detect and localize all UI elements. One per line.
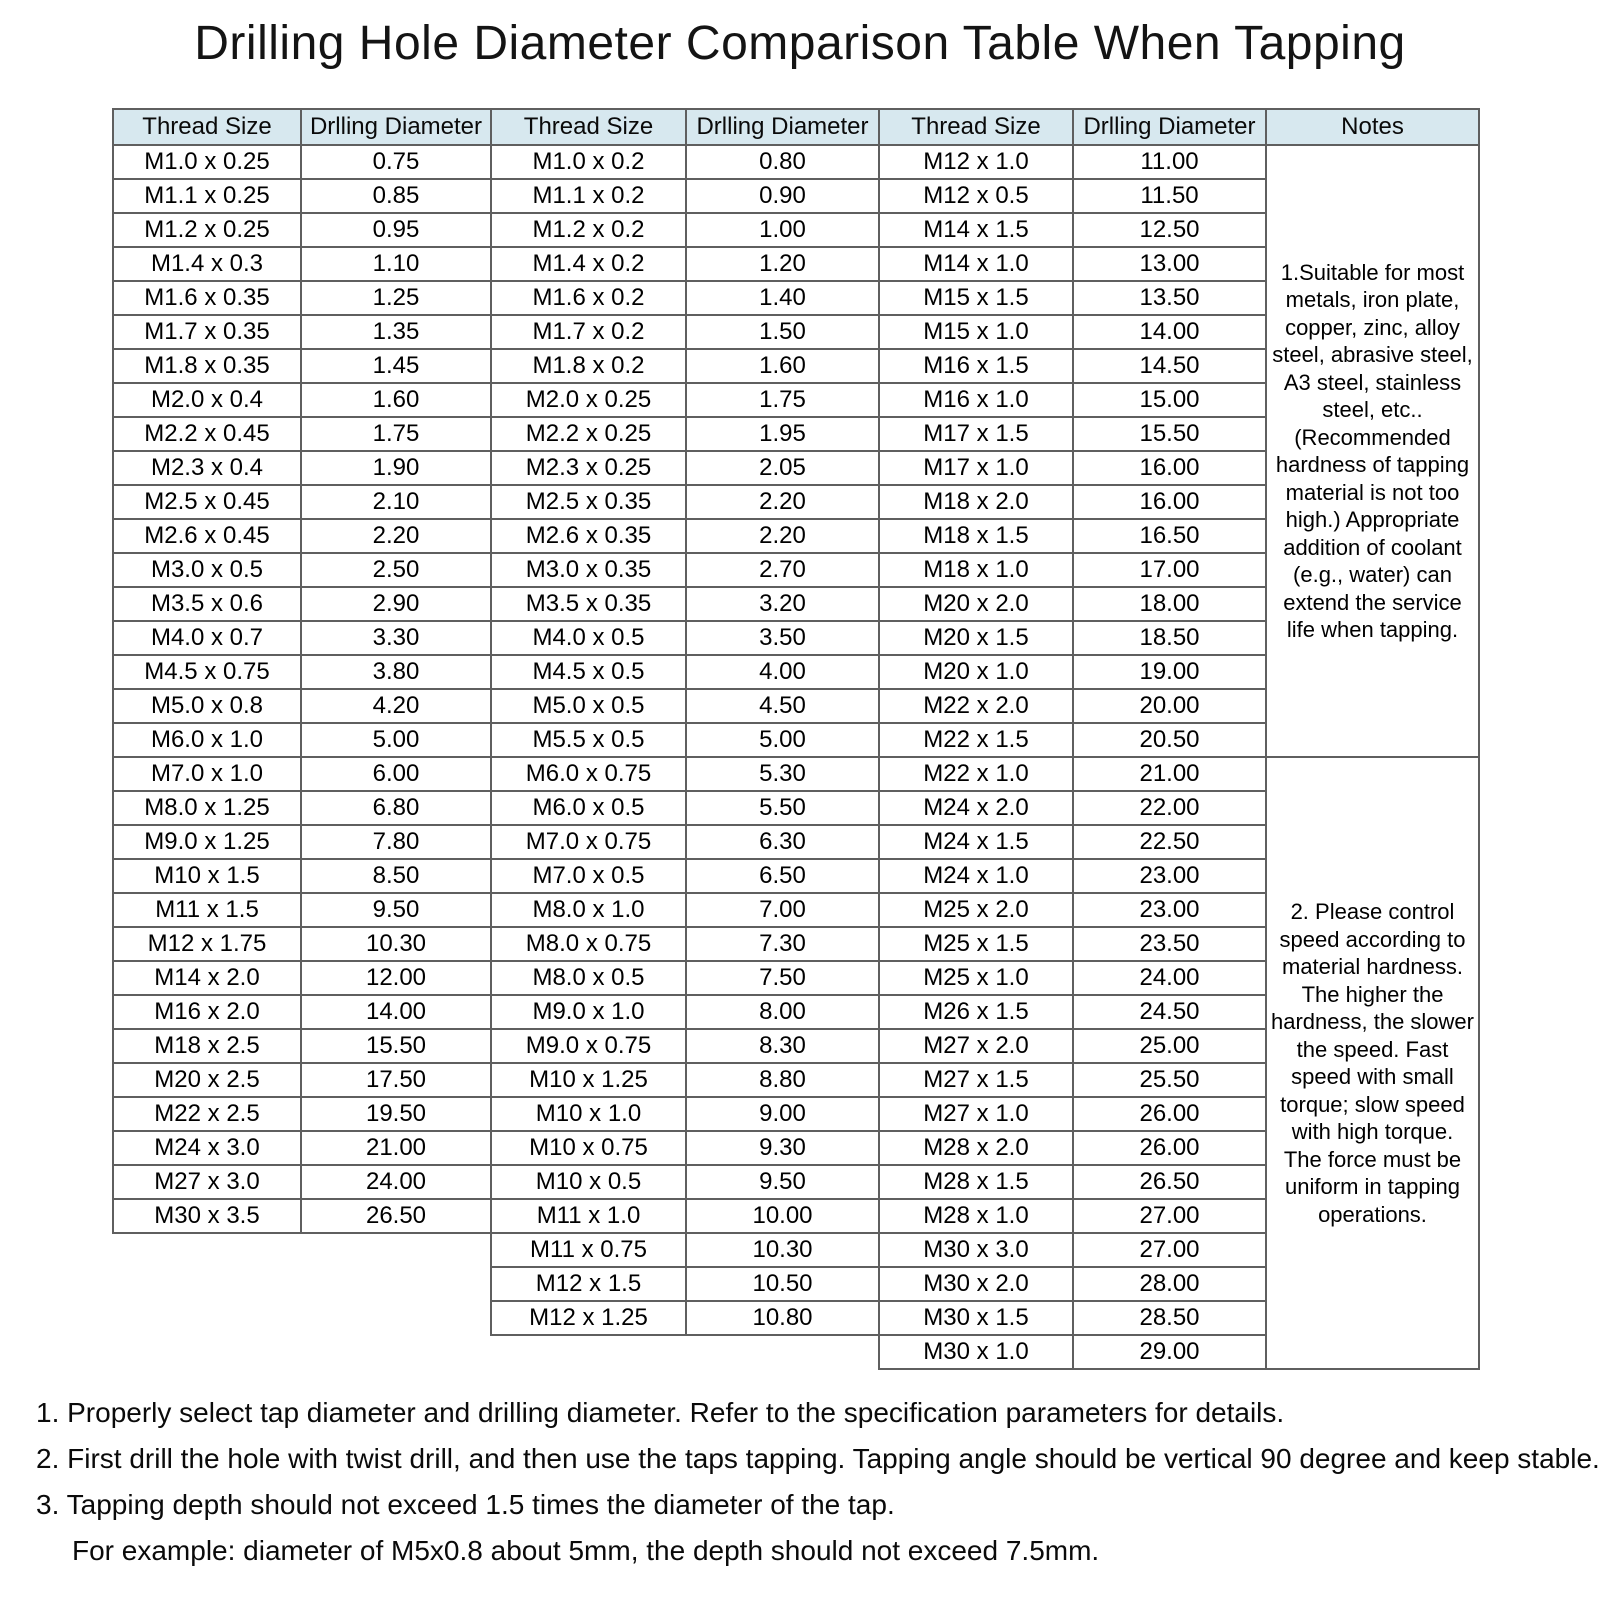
empty-cell (301, 1233, 491, 1267)
empty-cell (113, 1267, 301, 1301)
drill-diameter-cell: 0.90 (686, 179, 879, 213)
thread-size-cell: M9.0 x 1.25 (113, 825, 301, 859)
thread-size-cell: M6.0 x 0.75 (491, 757, 686, 791)
thread-size-cell: M18 x 1.0 (879, 553, 1073, 587)
thread-size-cell: M2.5 x 0.45 (113, 485, 301, 519)
thread-size-cell: M9.0 x 0.75 (491, 1029, 686, 1063)
thread-size-cell: M11 x 1.0 (491, 1199, 686, 1233)
thread-size-cell: M11 x 1.5 (113, 893, 301, 927)
thread-size-cell: M25 x 1.0 (879, 961, 1073, 995)
drill-diameter-cell: 18.00 (1073, 587, 1266, 621)
thread-size-cell: M1.7 x 0.2 (491, 315, 686, 349)
drill-diameter-cell: 2.05 (686, 451, 879, 485)
table-row (113, 757, 1479, 791)
drill-diameter-cell: 20.50 (1073, 723, 1266, 757)
thread-size-cell: M2.2 x 0.25 (491, 417, 686, 451)
thread-size-cell: M20 x 1.0 (879, 655, 1073, 689)
drill-diameter-cell: 15.50 (301, 1029, 491, 1063)
drill-diameter-cell: 26.00 (1073, 1131, 1266, 1165)
empty-cell (113, 1301, 301, 1335)
thread-size-cell: M22 x 1.5 (879, 723, 1073, 757)
drill-diameter-cell: 10.80 (686, 1301, 879, 1335)
drill-diameter-cell: 13.50 (1073, 281, 1266, 315)
drill-diameter-cell: 27.00 (1073, 1199, 1266, 1233)
thread-size-cell: M17 x 1.5 (879, 417, 1073, 451)
thread-size-cell: M3.0 x 0.35 (491, 553, 686, 587)
drill-diameter-cell: 26.50 (301, 1199, 491, 1233)
thread-size-cell: M16 x 1.5 (879, 349, 1073, 383)
thread-size-cell: M1.7 x 0.35 (113, 315, 301, 349)
drill-diameter-cell: 23.00 (1073, 893, 1266, 927)
drill-diameter-cell: 17.00 (1073, 553, 1266, 587)
thread-size-cell: M30 x 1.5 (879, 1301, 1073, 1335)
footer-note-line-4: For example: diameter of M5x0.8 about 5mm, the depth should not exceed 7.5mm. (72, 1535, 1100, 1566)
thread-size-cell: M1.8 x 0.2 (491, 349, 686, 383)
notes-cell: 1.Suitable for most metals, iron plate, copper, zinc, alloy steel, abrasive steel, A3 steel, stainless steel, etc..(Recommended hardness of tapping material is not too high.) Appropriate addition of coolant (e.g., water) can extend the service life when tapping. (1266, 145, 1479, 757)
thread-size-cell: M2.0 x 0.4 (113, 383, 301, 417)
thread-size-cell: M2.5 x 0.35 (491, 485, 686, 519)
drill-diameter-cell: 3.30 (301, 621, 491, 655)
thread-size-cell: M1.2 x 0.25 (113, 213, 301, 247)
drill-diameter-cell: 9.30 (686, 1131, 879, 1165)
drill-diameter-cell: 13.00 (1073, 247, 1266, 281)
thread-size-cell: M3.5 x 0.35 (491, 587, 686, 621)
thread-size-cell: M14 x 1.0 (879, 247, 1073, 281)
column-header-drilling-diameter-3: Drlling Diameter (1073, 109, 1266, 145)
drill-diameter-cell: 1.60 (686, 349, 879, 383)
drill-diameter-cell: 1.00 (686, 213, 879, 247)
footer-note-line-2: 2. First drill the hole with twist drill, and then use the taps tapping. Tapping angle should be vertical 90 degree and keep stable. (36, 1443, 1600, 1474)
thread-size-cell: M5.5 x 0.5 (491, 723, 686, 757)
thread-size-cell: M5.0 x 0.5 (491, 689, 686, 723)
thread-size-cell: M2.3 x 0.4 (113, 451, 301, 485)
footer-notes (36, 1397, 1600, 1582)
page-title: Drilling Hole Diameter Comparison Table When Tapping (194, 17, 1406, 70)
thread-size-cell: M22 x 2.0 (879, 689, 1073, 723)
thread-size-cell: M14 x 2.0 (113, 961, 301, 995)
thread-size-cell: M18 x 2.5 (113, 1029, 301, 1063)
drill-diameter-cell: 29.00 (1073, 1335, 1266, 1369)
thread-size-cell: M1.2 x 0.2 (491, 213, 686, 247)
thread-size-cell: M1.4 x 0.2 (491, 247, 686, 281)
thread-size-cell: M26 x 1.5 (879, 995, 1073, 1029)
thread-size-cell: M20 x 1.5 (879, 621, 1073, 655)
notes-cell: 2. Please control speed according to material hardness. The higher the hardness, the slower the speed. Fast speed with small torque; slow speed with high torque. The force must be uniform in tapping operations. (1266, 757, 1479, 1369)
drill-diameter-cell: 9.00 (686, 1097, 879, 1131)
column-header-thread-size-3: Thread Size (879, 109, 1073, 145)
drill-diameter-cell: 22.00 (1073, 791, 1266, 825)
drill-diameter-cell: 16.00 (1073, 451, 1266, 485)
drill-diameter-cell: 5.00 (686, 723, 879, 757)
drill-diameter-cell: 1.90 (301, 451, 491, 485)
thread-size-cell: M17 x 1.0 (879, 451, 1073, 485)
empty-cell (301, 1267, 491, 1301)
drill-diameter-cell: 3.50 (686, 621, 879, 655)
drill-diameter-cell: 10.30 (301, 927, 491, 961)
drill-diameter-cell: 8.80 (686, 1063, 879, 1097)
thread-size-cell: M4.5 x 0.75 (113, 655, 301, 689)
thread-size-cell: M1.0 x 0.25 (113, 145, 301, 179)
table-row (113, 145, 1479, 179)
thread-size-cell: M22 x 1.0 (879, 757, 1073, 791)
drill-diameter-cell: 2.20 (686, 485, 879, 519)
empty-cell (686, 1335, 879, 1369)
drill-diameter-cell: 1.40 (686, 281, 879, 315)
drill-diameter-cell: 17.50 (301, 1063, 491, 1097)
thread-size-cell: M25 x 2.0 (879, 893, 1073, 927)
thread-size-cell: M8.0 x 0.75 (491, 927, 686, 961)
thread-size-cell: M30 x 2.0 (879, 1267, 1073, 1301)
thread-size-cell: M10 x 1.0 (491, 1097, 686, 1131)
drill-diameter-cell: 16.00 (1073, 485, 1266, 519)
drill-diameter-cell: 23.00 (1073, 859, 1266, 893)
drill-diameter-cell: 7.30 (686, 927, 879, 961)
drill-diameter-cell: 22.50 (1073, 825, 1266, 859)
drill-diameter-cell: 18.50 (1073, 621, 1266, 655)
drill-diameter-cell: 14.00 (301, 995, 491, 1029)
drill-diameter-cell: 16.50 (1073, 519, 1266, 553)
thread-size-cell: M18 x 1.5 (879, 519, 1073, 553)
drill-diameter-cell: 1.25 (301, 281, 491, 315)
column-header-drilling-diameter-2: Drlling Diameter (686, 109, 879, 145)
thread-size-cell: M6.0 x 0.5 (491, 791, 686, 825)
thread-size-cell: M7.0 x 1.0 (113, 757, 301, 791)
drill-diameter-cell: 1.75 (686, 383, 879, 417)
thread-size-cell: M18 x 2.0 (879, 485, 1073, 519)
thread-size-cell: M10 x 0.5 (491, 1165, 686, 1199)
drill-diameter-cell: 9.50 (686, 1165, 879, 1199)
thread-size-cell: M30 x 3.0 (879, 1233, 1073, 1267)
thread-size-cell: M1.4 x 0.3 (113, 247, 301, 281)
thread-size-cell: M2.3 x 0.25 (491, 451, 686, 485)
thread-size-cell: M4.0 x 0.7 (113, 621, 301, 655)
empty-cell (301, 1335, 491, 1369)
empty-cell (301, 1301, 491, 1335)
thread-size-cell: M14 x 1.5 (879, 213, 1073, 247)
drill-diameter-cell: 27.00 (1073, 1233, 1266, 1267)
thread-size-cell: M28 x 2.0 (879, 1131, 1073, 1165)
thread-size-cell: M24 x 2.0 (879, 791, 1073, 825)
thread-size-cell: M22 x 2.5 (113, 1097, 301, 1131)
drill-diameter-cell: 8.50 (301, 859, 491, 893)
thread-size-cell: M1.1 x 0.25 (113, 179, 301, 213)
drill-diameter-cell: 5.00 (301, 723, 491, 757)
drill-diameter-cell: 0.95 (301, 213, 491, 247)
thread-size-cell: M4.0 x 0.5 (491, 621, 686, 655)
drill-diameter-cell: 1.75 (301, 417, 491, 451)
drill-diameter-cell: 6.80 (301, 791, 491, 825)
drill-diameter-cell: 0.85 (301, 179, 491, 213)
drill-diameter-cell: 25.50 (1073, 1063, 1266, 1097)
empty-cell (491, 1335, 686, 1369)
drill-diameter-cell: 24.00 (301, 1165, 491, 1199)
drill-diameter-cell: 12.00 (301, 961, 491, 995)
drill-diameter-cell: 2.20 (301, 519, 491, 553)
thread-size-cell: M2.2 x 0.45 (113, 417, 301, 451)
thread-size-cell: M12 x 1.0 (879, 145, 1073, 179)
thread-size-cell: M12 x 0.5 (879, 179, 1073, 213)
thread-size-cell: M12 x 1.75 (113, 927, 301, 961)
drill-diameter-cell: 24.00 (1073, 961, 1266, 995)
drill-diameter-cell: 6.30 (686, 825, 879, 859)
thread-size-cell: M2.6 x 0.45 (113, 519, 301, 553)
drill-diameter-cell: 10.30 (686, 1233, 879, 1267)
drill-diameter-cell: 19.00 (1073, 655, 1266, 689)
drill-diameter-cell: 1.20 (686, 247, 879, 281)
drill-diameter-cell: 10.50 (686, 1267, 879, 1301)
drill-diameter-cell: 3.80 (301, 655, 491, 689)
drill-diameter-cell: 2.50 (301, 553, 491, 587)
drill-diameter-cell: 8.30 (686, 1029, 879, 1063)
drill-diameter-cell: 0.80 (686, 145, 879, 179)
thread-size-cell: M10 x 0.75 (491, 1131, 686, 1165)
drill-diameter-cell: 20.00 (1073, 689, 1266, 723)
thread-size-cell: M28 x 1.0 (879, 1199, 1073, 1233)
thread-size-cell: M15 x 1.5 (879, 281, 1073, 315)
thread-size-cell: M3.5 x 0.6 (113, 587, 301, 621)
thread-size-cell: M5.0 x 0.8 (113, 689, 301, 723)
thread-size-cell: M7.0 x 0.5 (491, 859, 686, 893)
thread-size-cell: M16 x 1.0 (879, 383, 1073, 417)
drill-diameter-cell: 26.00 (1073, 1097, 1266, 1131)
thread-size-cell: M3.0 x 0.5 (113, 553, 301, 587)
drill-diameter-cell: 7.50 (686, 961, 879, 995)
thread-size-cell: M12 x 1.25 (491, 1301, 686, 1335)
drill-diameter-cell: 7.80 (301, 825, 491, 859)
drill-diameter-cell: 10.00 (686, 1199, 879, 1233)
drill-diameter-cell: 0.75 (301, 145, 491, 179)
thread-size-cell: M25 x 1.5 (879, 927, 1073, 961)
thread-size-cell: M27 x 1.0 (879, 1097, 1073, 1131)
drill-diameter-cell: 1.60 (301, 383, 491, 417)
drill-diameter-cell: 14.50 (1073, 349, 1266, 383)
drill-diameter-cell: 21.00 (1073, 757, 1266, 791)
thread-size-cell: M30 x 3.5 (113, 1199, 301, 1233)
column-header-notes: Notes (1266, 109, 1479, 145)
thread-size-cell: M8.0 x 1.0 (491, 893, 686, 927)
drill-diameter-cell: 21.00 (301, 1131, 491, 1165)
drill-diameter-cell: 19.50 (301, 1097, 491, 1131)
thread-size-cell: M16 x 2.0 (113, 995, 301, 1029)
drill-diameter-cell: 1.95 (686, 417, 879, 451)
drill-diameter-cell: 2.10 (301, 485, 491, 519)
thread-size-cell: M1.1 x 0.2 (491, 179, 686, 213)
drill-diameter-cell: 6.00 (301, 757, 491, 791)
column-header-thread-size-1: Thread Size (113, 109, 301, 145)
empty-cell (113, 1233, 301, 1267)
drill-diameter-cell: 3.20 (686, 587, 879, 621)
thread-size-cell: M1.6 x 0.2 (491, 281, 686, 315)
drill-diameter-cell: 24.50 (1073, 995, 1266, 1029)
thread-size-cell: M27 x 3.0 (113, 1165, 301, 1199)
footer-note-line-3: 3. Tapping depth should not exceed 1.5 times the diameter of the tap. (36, 1489, 895, 1520)
drill-diameter-cell: 11.50 (1073, 179, 1266, 213)
drill-diameter-cell: 4.50 (686, 689, 879, 723)
thread-size-cell: M4.5 x 0.5 (491, 655, 686, 689)
drill-diameter-cell: 2.70 (686, 553, 879, 587)
drill-diameter-cell: 1.35 (301, 315, 491, 349)
thread-size-cell: M2.0 x 0.25 (491, 383, 686, 417)
drill-diameter-cell: 28.00 (1073, 1267, 1266, 1301)
thread-size-cell: M1.6 x 0.35 (113, 281, 301, 315)
drill-diameter-cell: 15.00 (1073, 383, 1266, 417)
thread-size-cell: M24 x 1.0 (879, 859, 1073, 893)
drill-diameter-cell: 9.50 (301, 893, 491, 927)
comparison-table (112, 108, 1480, 1370)
thread-size-cell: M15 x 1.0 (879, 315, 1073, 349)
drill-diameter-cell: 1.45 (301, 349, 491, 383)
thread-size-cell: M20 x 2.5 (113, 1063, 301, 1097)
thread-size-cell: M10 x 1.5 (113, 859, 301, 893)
thread-size-cell: M27 x 1.5 (879, 1063, 1073, 1097)
thread-size-cell: M8.0 x 1.25 (113, 791, 301, 825)
drill-diameter-cell: 28.50 (1073, 1301, 1266, 1335)
drill-diameter-cell: 2.90 (301, 587, 491, 621)
drill-diameter-cell: 12.50 (1073, 213, 1266, 247)
drill-diameter-cell: 4.20 (301, 689, 491, 723)
footer-note-line-1: 1. Properly select tap diameter and drilling diameter. Refer to the specification parameters for details. (36, 1397, 1285, 1428)
thread-size-cell: M24 x 3.0 (113, 1131, 301, 1165)
thread-size-cell: M7.0 x 0.75 (491, 825, 686, 859)
thread-size-cell: M11 x 0.75 (491, 1233, 686, 1267)
thread-size-cell: M12 x 1.5 (491, 1267, 686, 1301)
thread-size-cell: M2.6 x 0.35 (491, 519, 686, 553)
thread-size-cell: M27 x 2.0 (879, 1029, 1073, 1063)
drill-diameter-cell: 23.50 (1073, 927, 1266, 961)
thread-size-cell: M1.8 x 0.35 (113, 349, 301, 383)
drill-diameter-cell: 2.20 (686, 519, 879, 553)
drill-diameter-cell: 14.00 (1073, 315, 1266, 349)
thread-size-cell: M6.0 x 1.0 (113, 723, 301, 757)
header-row (113, 109, 1479, 145)
drill-diameter-cell: 8.00 (686, 995, 879, 1029)
thread-size-cell: M24 x 1.5 (879, 825, 1073, 859)
drill-diameter-cell: 4.00 (686, 655, 879, 689)
thread-size-cell: M8.0 x 0.5 (491, 961, 686, 995)
drill-diameter-cell: 15.50 (1073, 417, 1266, 451)
thread-size-cell: M1.0 x 0.2 (491, 145, 686, 179)
drill-diameter-cell: 25.00 (1073, 1029, 1266, 1063)
drill-diameter-cell: 1.10 (301, 247, 491, 281)
thread-size-cell: M9.0 x 1.0 (491, 995, 686, 1029)
column-header-thread-size-2: Thread Size (491, 109, 686, 145)
thread-size-cell: M28 x 1.5 (879, 1165, 1073, 1199)
empty-cell (113, 1335, 301, 1369)
column-header-drilling-diameter-1: Drlling Diameter (301, 109, 491, 145)
drill-diameter-cell: 7.00 (686, 893, 879, 927)
thread-size-cell: M30 x 1.0 (879, 1335, 1073, 1369)
drill-diameter-cell: 1.50 (686, 315, 879, 349)
thread-size-cell: M20 x 2.0 (879, 587, 1073, 621)
drill-diameter-cell: 6.50 (686, 859, 879, 893)
drill-diameter-cell: 5.50 (686, 791, 879, 825)
drill-diameter-cell: 26.50 (1073, 1165, 1266, 1199)
drill-diameter-cell: 5.30 (686, 757, 879, 791)
thread-size-cell: M10 x 1.25 (491, 1063, 686, 1097)
drill-diameter-cell: 11.00 (1073, 145, 1266, 179)
